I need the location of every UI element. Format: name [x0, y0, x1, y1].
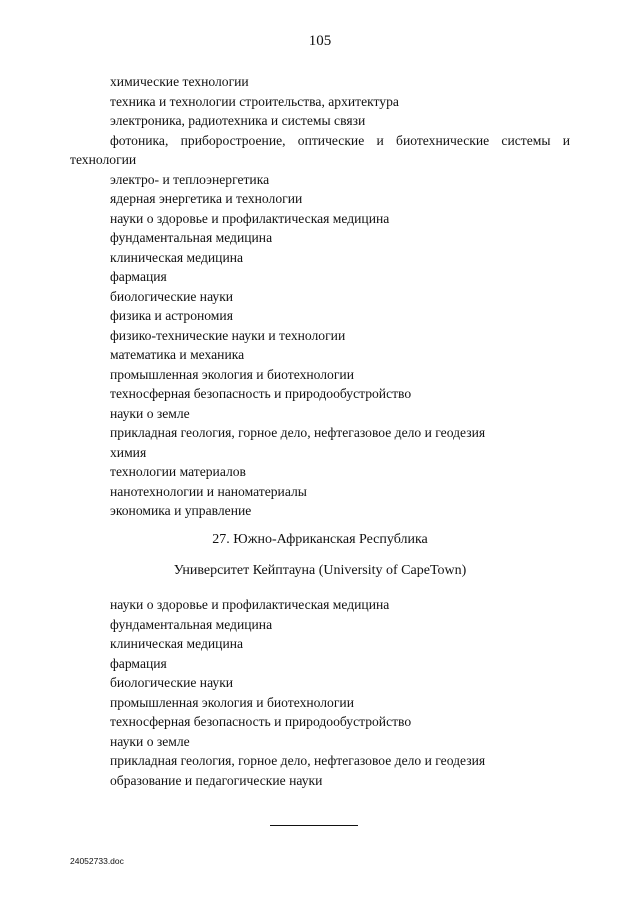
list-item: науки о земле [110, 405, 190, 421]
list-item: техносферная безопасность и природообустройство [110, 714, 412, 729]
list-item: техника и технологии строительства, архитектура [110, 93, 399, 109]
list-item: фотоника, приборостроение, оптические и биотехнические системы и технологии [70, 132, 570, 167]
country-heading: 27. Южно-Африканская Республика [212, 532, 428, 547]
university-heading: Университет Кейптауна (University of CapeTown) [173, 563, 467, 578]
list-item: фундаментальная медицина [110, 230, 273, 245]
field-list-top [70, 72, 570, 521]
list-item: химические технологии [110, 74, 249, 89]
field-list-bottom [70, 595, 570, 790]
list-item: фундаментальная медицина [110, 616, 273, 632]
list-item: науки о земле [110, 733, 190, 749]
list-item: нанотехнологии и наноматериалы [110, 483, 307, 499]
list-item: химия [110, 444, 147, 460]
list-item: электроника, радиотехника и системы связи [110, 113, 366, 128]
list-item: физика и астрономия [110, 308, 233, 323]
list-item: физико-технические науки и технологии [110, 327, 346, 343]
list-item: промышленная экология и биотехнологии [110, 694, 354, 710]
list-item: технологии материалов [110, 464, 246, 479]
file-reference: 24052733.doc [70, 856, 124, 866]
list-item: клиническая медицина [110, 249, 244, 265]
list-item: науки о здоровье и профилактическая медицина [110, 210, 390, 226]
list-item: прикладная геология, горное дело, нефтегазовое дело и геодезия [110, 425, 486, 440]
list-item: техносферная безопасность и природообустройство [110, 386, 412, 401]
list-item: ядерная энергетика и технологии [110, 191, 303, 206]
list-item: математика и механика [110, 347, 245, 362]
list-item: экономика и управление [110, 503, 252, 518]
end-divider [270, 825, 358, 826]
list-item: биологические науки [110, 675, 234, 690]
list-item: биологические науки [110, 288, 234, 304]
list-item: фармация [110, 655, 167, 671]
list-item: промышленная экология и биотехнологии [110, 366, 354, 382]
list-item: фармация [110, 269, 167, 284]
list-item: образование и педагогические науки [110, 772, 323, 788]
list-item: клиническая медицина [110, 636, 244, 651]
page-number: 105 [308, 33, 332, 49]
list-item: прикладная геология, горное дело, нефтегазовое дело и геодезия [110, 753, 486, 768]
list-item: электро- и теплоэнергетика [110, 171, 270, 187]
list-item: науки о здоровье и профилактическая медицина [110, 597, 390, 612]
